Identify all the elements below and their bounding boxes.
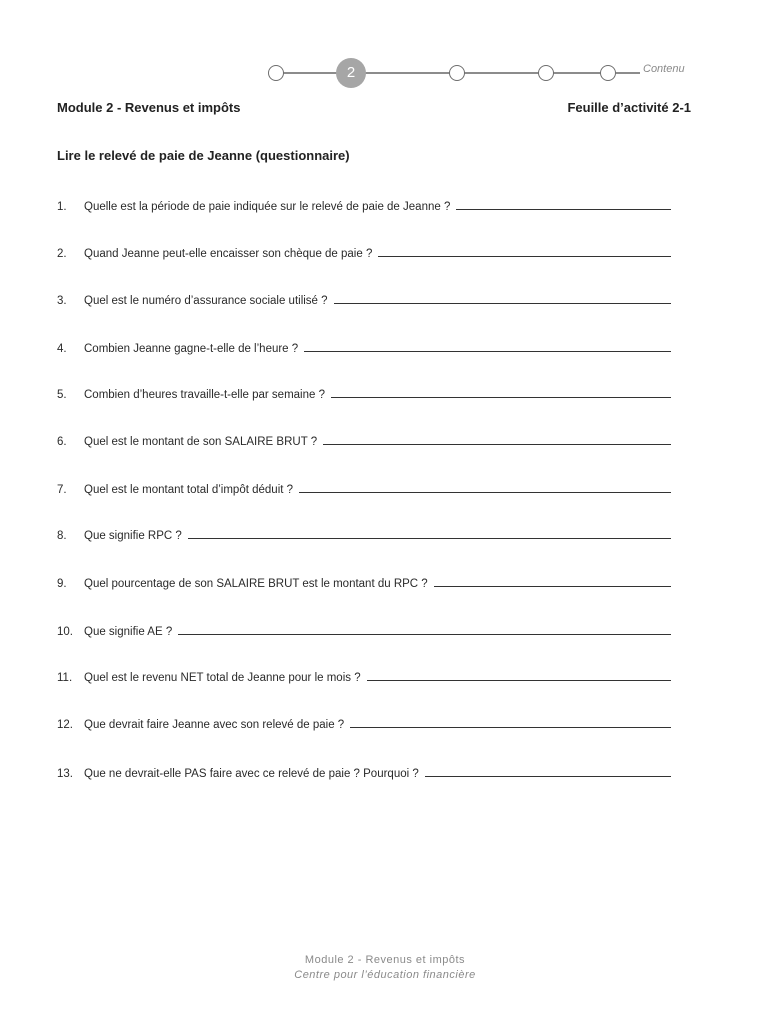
answer-line[interactable] (323, 444, 671, 445)
stepper-line-end (616, 72, 640, 74)
answer-line[interactable] (178, 634, 671, 635)
progress-stepper (0, 0, 770, 100)
question-number: 7. (57, 484, 67, 496)
question-row (57, 193, 671, 213)
question-number: 3. (57, 295, 67, 307)
question-number: 10. (57, 626, 73, 638)
question-number: 5. (57, 389, 67, 401)
question-text: Quel est le montant de son SALAIRE BRUT ? (84, 436, 318, 448)
question-text: Combien Jeanne gagne-t-elle de l’heure ? (84, 343, 299, 355)
step-1-dot[interactable] (268, 65, 284, 81)
contents-link[interactable]: Contenu (643, 63, 685, 75)
answer-line[interactable] (456, 209, 671, 210)
question-row (57, 570, 671, 590)
question-text: Que ne devrait-elle PAS faire avec ce relevé de paie ? Pourquoi ? (84, 768, 419, 780)
question-row (57, 335, 671, 355)
question-text: Quel pourcentage de son SALAIRE BRUT est le montant du RPC ? (84, 578, 428, 590)
stepper-line (276, 72, 608, 74)
question-row (57, 711, 671, 731)
question-row (57, 522, 671, 542)
question-text: Que signifie AE ? (84, 626, 173, 638)
question-row (57, 664, 671, 684)
question-text: Quelle est la période de paie indiquée sur le relevé de paie de Jeanne ? (84, 201, 451, 213)
answer-line[interactable] (434, 586, 671, 587)
answer-line[interactable] (304, 351, 671, 352)
question-number: 4. (57, 343, 67, 355)
answer-line[interactable] (299, 492, 671, 493)
question-text: Combien d’heures travaille-t-elle par semaine ? (84, 389, 325, 401)
question-number: 6. (57, 436, 67, 448)
answer-line[interactable] (367, 680, 671, 681)
answer-line[interactable] (350, 727, 671, 728)
question-text: Quel est le numéro d’assurance sociale utilisé ? (84, 295, 328, 307)
question-text: Quel est le montant total d’impôt déduit ? (84, 484, 294, 496)
question-row (57, 287, 671, 307)
question-row (57, 760, 671, 780)
answer-line[interactable] (378, 256, 671, 257)
question-row (57, 428, 671, 448)
question-row (57, 618, 671, 638)
question-number: 11. (57, 672, 73, 684)
question-number: 1. (57, 201, 67, 213)
question-row (57, 381, 671, 401)
module-title: Module 2 - Revenus et impôts (57, 100, 241, 115)
question-row (57, 240, 671, 260)
question-number: 2. (57, 248, 67, 260)
question-text: Que devrait faire Jeanne avec son relevé de paie ? (84, 719, 345, 731)
step-3-dot[interactable] (449, 65, 465, 81)
question-text: Quand Jeanne peut-elle encaisser son chèque de paie ? (84, 248, 373, 260)
answer-line[interactable] (334, 303, 671, 304)
question-text: Quel est le revenu NET total de Jeanne pour le mois ? (84, 672, 361, 684)
footer-organization: Centre pour l’éducation financière (294, 969, 476, 981)
question-text: Que signifie RPC ? (84, 530, 182, 542)
step-4-dot[interactable] (538, 65, 554, 81)
question-number: 9. (57, 578, 67, 590)
step-2-active[interactable]: 2 (336, 58, 366, 88)
page-title: Lire le relevé de paie de Jeanne (questionnaire) (57, 148, 350, 163)
question-number: 8. (57, 530, 67, 542)
answer-line[interactable] (425, 776, 671, 777)
answer-line[interactable] (331, 397, 671, 398)
footer-module: Module 2 - Revenus et impôts (304, 954, 466, 966)
answer-line[interactable] (188, 538, 671, 539)
step-5-dot[interactable] (600, 65, 616, 81)
question-number: 12. (57, 719, 73, 731)
question-row (57, 476, 671, 496)
question-number: 13. (57, 768, 73, 780)
activity-sheet-title: Feuille d’activité 2-1 (567, 100, 691, 115)
